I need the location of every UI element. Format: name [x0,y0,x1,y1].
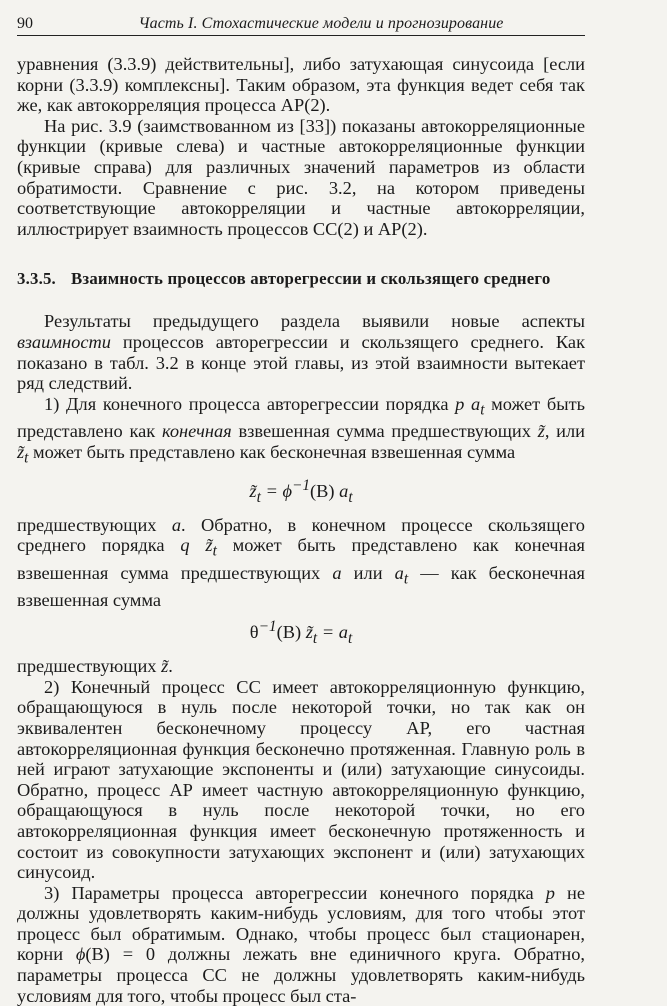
math-subscript: t [348,488,353,506]
paragraph-item-1 [17,394,585,469]
math-var: a [338,622,348,643]
math-arg: (B) [276,622,302,643]
math-var: z̃ [301,622,313,643]
math-var: a [334,480,349,501]
math-arg: (B) [85,944,110,965]
math-subscript: t [347,630,353,648]
math-var: a [394,562,404,583]
math-var: z̃ [161,656,169,677]
math-var: a [471,393,481,414]
italic-term: взаимности [17,331,112,352]
running-head: Часть I. Стохастические модели и прогнозирование [138,15,504,32]
paragraph-item-1-end [17,656,585,677]
text-run: , или [544,420,586,441]
page-body [17,54,585,1006]
paragraph-intro [17,311,585,393]
text-run: Результаты предыдущего раздела выявили новые аспекты [44,311,585,332]
math-var: z̃ [537,420,545,441]
section-title: Взаимность процессов авторегрессии и скользящего среднего [71,269,551,289]
text-run: может быть представлено как конечная взвешенная сумма предшествующих [17,535,585,583]
formula-ma-inverse [17,616,585,650]
math-subscript: t [256,488,261,506]
text-run: может быть представлено как бесконечная взвешенная сумма [28,441,516,462]
page-number: 90 [17,15,33,32]
math-subscript: t [24,449,29,467]
section-heading [17,269,585,289]
section-spacer [17,239,585,269]
text-run: . [168,656,173,677]
math-var: p [455,393,465,414]
math-var: z̃ [17,441,25,462]
math-var: a [332,562,342,583]
text-run: может быть представлено как [17,393,585,441]
math-op: = 0 [109,944,156,965]
paragraph-item-2: 2) Конечный процесс СС имеет автокорреляционную функцию, обращающуюся в нуль после некоторой точки, но так как он эквивалентен бесконечному процессу АР, его частная автокорреляционная функция бесконечно протяженная. Главную роль в ней играют затухающие экспоненты и (или) затухающие синусоиды. Обратно, процесс АР имеет частную автокорреляционную функцию, обращающуюся в нуль после некоторой точки, но его автокорреляционная функция имеет бесконечную протяженность и состоит из совокупности затухающих экспонент и (или) затухающих синусоид. [17,676,585,883]
paragraph-figure-reference: На рис. 3.9 (заимствованном из [33]) показаны автокорреляционные функции (кривые слева) и частные автокорреляционные функции (кривые справа) для различных значений параметров из области обратимости. Сравнение с рис. 3.2, на котором приведены соответствующие автокорреляции и частные автокорреляции, иллюстрирует взаимность процессов СС(2) и АР(2). [17,115,585,239]
paragraph-continued: уравнения (3.3.9) действительны], либо затухающая синусоида [если корни (3.3.9) комплексны]. Таким образом, эта функция ведет себя так же, как автокорреляция процесса АР(2). [17,54,585,116]
math-var: p [545,882,555,903]
math-var: a [171,514,182,535]
text-run: — как бесконечная взвешенная сумма [17,562,586,610]
text-run: 1) Для конечного процесса авторегрессии порядка [44,393,456,414]
math-subscript: t [403,570,409,588]
formula-ar-inverse [17,475,585,509]
text-run [190,535,206,555]
math-subscript: t [312,630,318,648]
math-op: = [317,622,339,643]
math-var: z̃ [249,480,257,501]
math-superscript: −1 [258,618,277,636]
text-run: предшествующих [17,514,172,535]
text-run: не должны удовлетворять каким-нибудь условиям, для того чтобы этот процесс был обратимым. Однако, чтобы процесс был стационарен, корни [17,882,585,965]
text-run: взвешенная сумма предшествующих [231,420,538,441]
math-var: ϕ [282,480,292,501]
math-subscript: t [212,542,217,560]
math-var: z̃ [205,535,213,556]
math-subscript: t [480,401,485,419]
math-var: q [180,535,190,556]
section-number: 3.3.5. [17,269,56,289]
text-run: или [341,562,395,583]
text-run: должны лежать вне единичного круга. Обратно, параметры процесса СС не должны удовлетворять каким-нибудь условиям для того, чтобы процесс был ста- [17,944,585,1006]
math-arg: (B) [310,480,335,501]
paragraph-item-1-continued [17,515,585,611]
paragraph-item-3 [17,883,585,1006]
text-run: процессов авторегрессии и скользящего среднего. Как показано в табл. 3.2 в конце этой главы, из этой взаимности вытекает ряд следствий. [17,331,585,394]
math-var: θ [249,622,259,643]
text-run: 3) Параметры процесса авторегрессии конечного порядка [44,882,546,903]
page-header [17,10,585,36]
text-run: предшествующих [17,656,162,677]
math-var: ϕ [75,944,86,965]
text-run: . Обратно, в конечном процессе скользящего среднего порядка [17,514,585,556]
math-superscript: −1 [291,476,310,494]
italic-term: конечная [161,420,232,441]
math-op: = [260,480,283,501]
